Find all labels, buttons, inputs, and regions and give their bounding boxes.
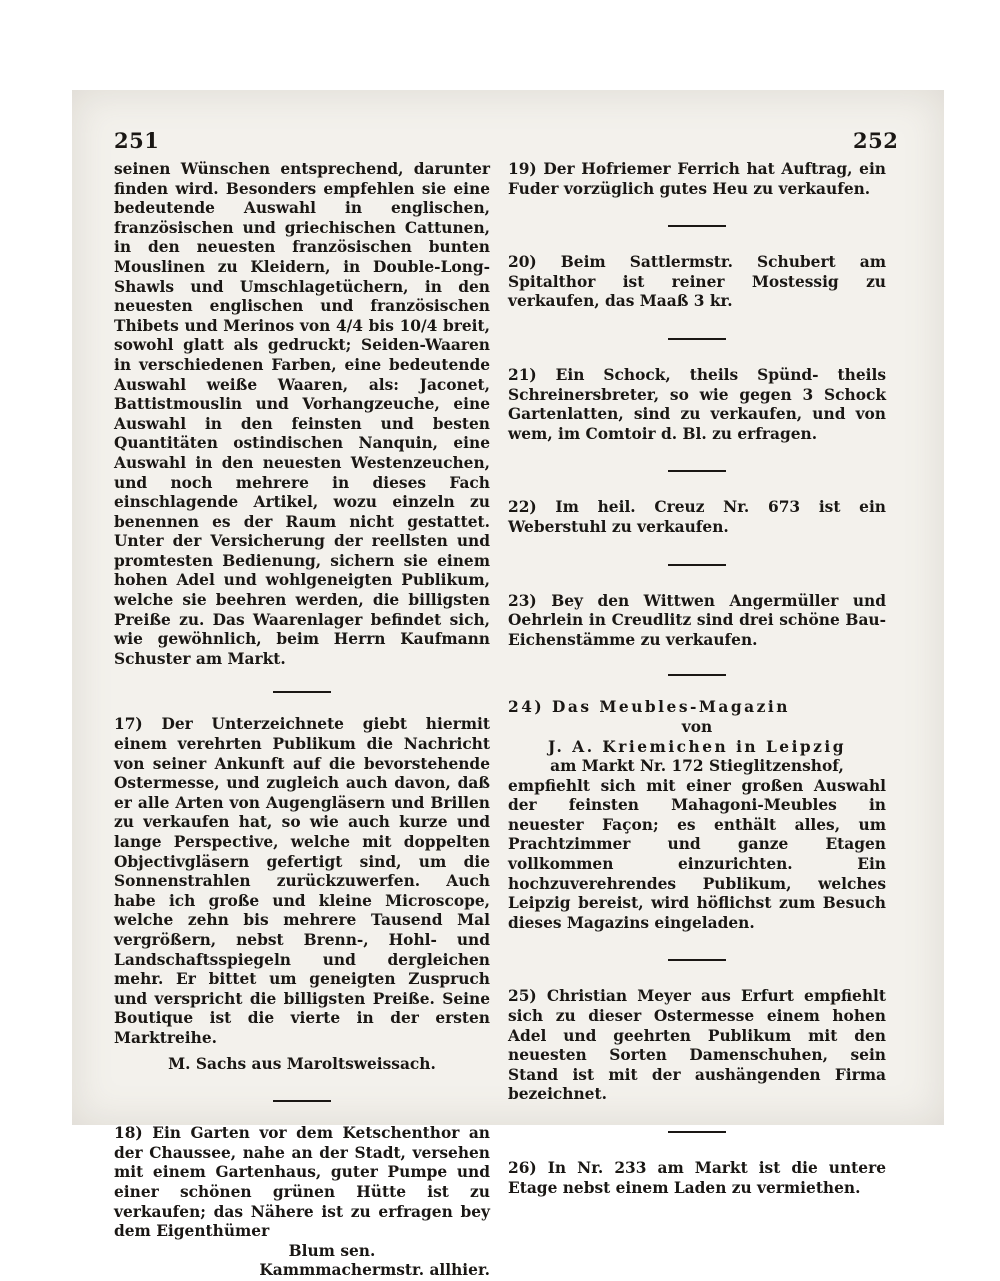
ad-24-text: empfiehlt sich mit einer großen Auswahl der feinsten Mahagoni-Meubles in neuester Façon; es enthält alles, um Prachtzimmer und ganze Etagen vollkommen einzurichten. Ein hochzuverehrendes Publikum, welches Leipzig bereist, wird höflichst zum Besuch dieses Magazins eingeladen. [508, 776, 886, 932]
ad-24-address: am Markt Nr. 172 Stieglitzenshof, [550, 757, 844, 776]
separator-rule [668, 338, 726, 340]
ad-18-signature-name: Blum sen. [288, 1241, 376, 1260]
ad-19-text: 19) Der Hofriemer Ferrich hat Auftrag, ein Fuder vorzüglich gutes Heu zu verkaufen. [508, 160, 886, 198]
separator-rule [668, 564, 726, 566]
left-column [114, 160, 490, 1281]
right-column [508, 160, 886, 1198]
ad-21-text: 21) Ein Schock, theils Spünd- theils Schreinersbreter, so wie gegen 3 Schock Gartenlatten, sind zu verkaufen, und von wem, im Comtoir d. Bl. zu erfragen. [508, 365, 886, 443]
right-page-number: 252 [853, 128, 899, 153]
ad-26-text: 26) In Nr. 233 am Markt ist die untere Etage nebst einem Laden zu vermiethen. [508, 1159, 886, 1197]
separator-rule [668, 1131, 726, 1133]
ad-23-text: 23) Bey den Wittwen Angermüller und Oehrlein in Creudlitz sind drei schöne Bau-Eichenstämme zu verkaufen. [508, 591, 886, 649]
ad-24-header: 24) Das Meubles-Magazin [508, 698, 790, 717]
ad-24-von: von [681, 717, 713, 736]
continuation-paragraph: seinen Wünschen entsprechend, darunter finden wird. Besonders empfehlen sie eine bedeutende Auswahl in englischen, französischen und griechischen Cattunen, in den neuesten französischen bunten Mouslinen zu Kleidern, in Double-Long-Shawls und Umschlagetüchern, in den neuesten englischen und französischen Thibets und Merinos von 4/4 bis 10/4 breit, sowohl glatt als gedruckt; Seiden-Waaren in verschiedenen Farben, eine bedeutende Auswahl weiße Waaren, als: Jaconet, Battistmouslin und Vorhangzeuche, eine Auswahl in den feinsten und besten Quantitäten ostindischen Nanquin, eine Auswahl in den neuesten Westenzeuchen, und noch mehrere in dieses Fach einschlagende Artikel, wozu einzeln zu benennen es der Raum nicht gestattet. Unter der Versicherung der reellsten und promtesten Bedienung, sichern sie einem hohen Adel und wohlgeneigten Publikum, welche sie beehren werden, die billigsten Preiße zu. Das Waarenlager befindet sich, wie gewöhnlich, beim Herrn Kaufmann Schuster am Markt. [114, 160, 490, 668]
ad-22-text: 22) Im heil. Creuz Nr. 673 ist ein Weberstuhl zu verkaufen. [508, 498, 886, 536]
ad-17-text: 17) Der Unterzeichnete giebt hiermit einem verehrten Publikum die Nachricht von seiner Ankunft auf die bevorstehende Ostermesse, und zugleich auch davon, daß er alle Arten von Augengläsern und Brillen zu verkaufen hat, so wie auch kurze und lange Perspective, welche mit doppelten Objectivgläsern gefertigt sind, um die Sonnenstrahlen zurückzuwerfen. Auch habe ich große und kleine Microscope, welche zehn bis mehrere Tausend Mal vergrößern, nebst Brenn-, Hohl- und Landschaftsspiegeln und dergleichen mehr. Er bittet um geneigten Zuspruch und verspricht die billigsten Preiße. Seine Boutique ist die vierte in der ersten Marktreihe. [114, 715, 490, 1047]
ad-18-text: 18) Ein Garten vor dem Ketschenthor an der Chaussee, nahe an der Stadt, versehen mit einem Gartenhaus, guter Pumpe und einer schönen grünen Hütte ist zu verkaufen; das Nähere ist zu erfragen bey dem Eigenthümer [114, 1124, 490, 1241]
ad-24-name: J. A. Kriemichen in Leipzig [547, 737, 847, 756]
separator-rule [668, 225, 726, 227]
separator-rule [668, 470, 726, 472]
ad-25-text: 25) Christian Meyer aus Erfurt empfiehlt sich zu dieser Ostermesse einem hohen Adel und geehrten Publikum mit den neuesten Sorten Damenschuhen, sein Stand ist mit der aushängenden Firma bezeichnet. [508, 987, 886, 1104]
separator-rule [668, 959, 726, 961]
separator-rule [668, 674, 726, 676]
separator-rule [273, 1100, 331, 1102]
ad-17-signature: M. Sachs aus Maroltsweissach. [168, 1054, 436, 1073]
ad-18-signature-title: Kammmachermstr. allhier. [259, 1261, 490, 1280]
ad-20-text: 20) Beim Sattlermstr. Schubert am Spitalthor ist reiner Mostessig zu verkaufen, das Maaß 3 kr. [508, 253, 886, 311]
separator-rule [273, 691, 331, 693]
left-page-number: 251 [114, 128, 160, 153]
